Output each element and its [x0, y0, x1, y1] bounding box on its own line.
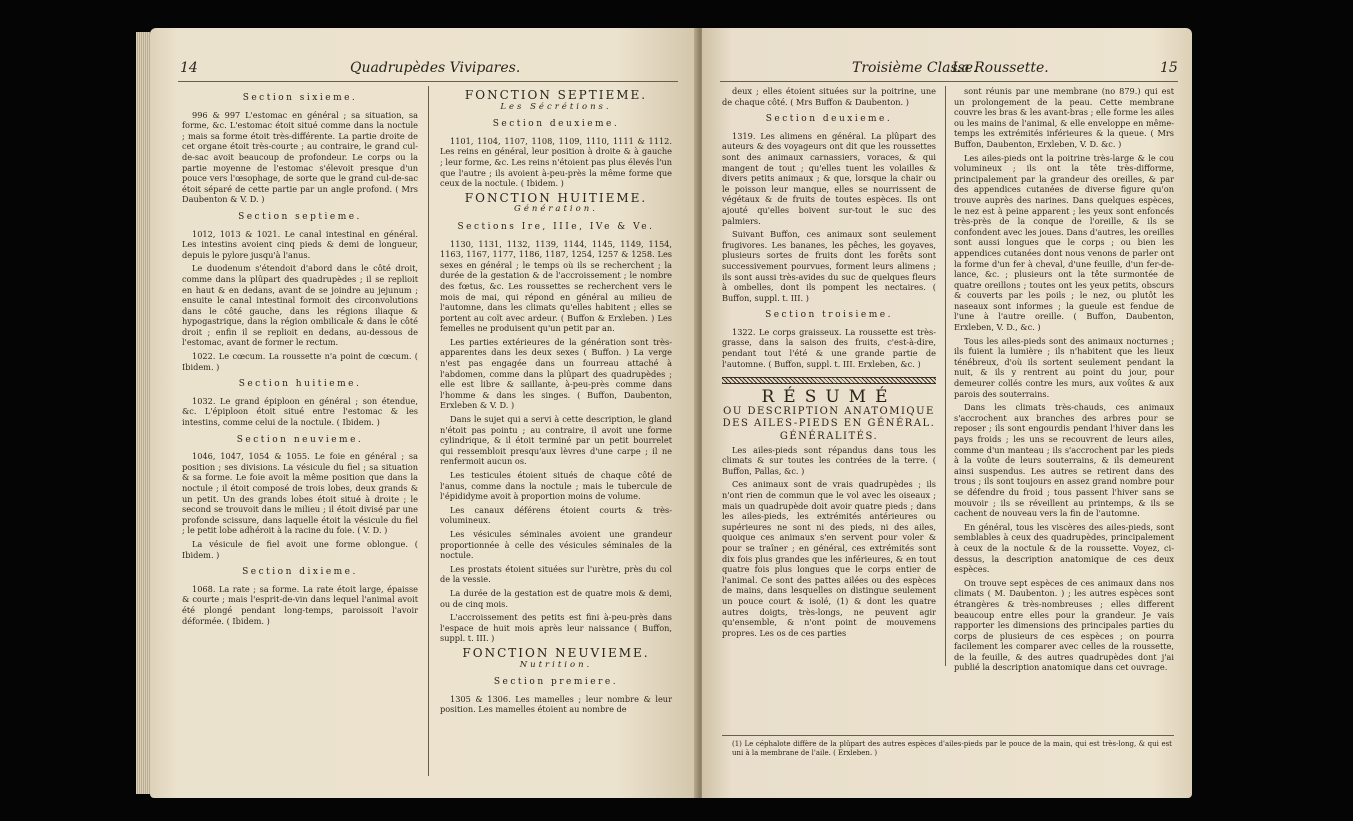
- left-page: [150, 28, 698, 798]
- left-column-1: [182, 86, 418, 629]
- paragraph: sont réunis par une membrane (no 879.) qui est un prolongement de la peau. Cette membrane couvre les bras & les avant-bras ; elle forme les ailes ou les mains de l'animal, & elle enveloppe en même-temps les extrémités inférieures & la queue. ( Mrs Buffon, Daubenton, Erxleben, V. D. &c. ): [954, 86, 1175, 149]
- section-heading: Section premiere.: [493, 677, 619, 688]
- paragraph: 1101, 1104, 1107, 1108, 1109, 1110, 1111 & 1112. Les reins en général, leur position à droite & à gauche ; leur forme, &c. Les reins n'étoient pas plus élevés l'un que l'autre ; ils avoient à-peu-près la même forme que ceux de la noctule. ( Ibidem. ): [440, 135, 673, 189]
- right-running-head-center: Troisième Classe.: [852, 60, 978, 76]
- paragraph: L'accroissement des petits est fini à-peu-près dans l'espace de huit mois après leur naissance ( Buffon, suppl. t. III. ): [440, 612, 672, 644]
- section-heading: Section neuvieme.: [236, 434, 364, 445]
- right-column-2: [954, 86, 1174, 676]
- paragraph: Tous les ailes-pieds sont des animaux nocturnes ; ils fuient la lumière ; ils n'habitent que les lieux ténébreux, d'où ils sortent seulement pendant la nuit, & ils y rentrent au point du jour, pour demeurer collés contre les murs, aux voûtes & aux parois des souterrains.: [954, 335, 1174, 399]
- section-heading: Section dixieme.: [242, 567, 358, 578]
- headline: GÉNÉRALITÉS.: [779, 431, 879, 443]
- paragraph: En général, tous les viscères des ailes-pieds, sont semblables à ceux des quadrupèdes, principalement à ceux de la noctule & de la roussette. Voyez, ci-dessus, la description anatomique de ces deux espèces.: [954, 521, 1174, 575]
- right-running-head-right: La Roussette.: [952, 60, 1049, 76]
- paragraph: deux ; elles étoient situées sur la poitrine, une de chaque côté. ( Mrs Buffon & Daubenton. ): [722, 86, 936, 107]
- paragraph: 1068. La rate ; sa forme. La rate étoit large, épaisse & courte ; mais l'esprit-de-vin dans lequel l'animal avoit été plongé pendant long-temps, paroissoit l'avoir déformée. ( Ibidem. ): [182, 583, 418, 626]
- right-page: [702, 28, 1192, 798]
- function-subtitle: Génération.: [514, 204, 598, 215]
- page-edges: [136, 32, 150, 794]
- paragraph: Ces animaux sont de vrais quadrupèdes ; ils n'ont rien de commun que le vol avec les oiseaux ; mais un quadrupède doit avoir quatre pieds ; dans les ailes-pieds, les extrémités antérieures ou supérieures ne sont ni des pieds, ni des ailes, quoique ces animaux s'en servent pour voler & pour se traîner ; en général, ces extrémités sont dix fois plus grandes que les inférieures, & en tout quatre fois plus longues que le corps entier de l'animal. Ce sont des pattes ailées ou des espèces de mains, dans lesquelles on distingue seulement un pouce court & isolé, (1) & dont les quatre autres doigts, très-longs, ne peuvent agir qu'ensemble, & n'ont point de mouvemens propres. Les os de ces parties: [722, 479, 936, 638]
- headline: OU DESCRIPTION ANATOMIQUE: [723, 405, 935, 417]
- paragraph: 1012, 1013 & 1021. Le canal intestinal en général. Les intestins avoient cinq pieds & demi de longueur, depuis le pylore jusqu'à l'anus.: [182, 228, 418, 260]
- right-column-1: [722, 86, 936, 641]
- paragraph: Les ailes-pieds sont répandus dans tous les climats & sur toutes les contrées de la terre. ( Buffon, Pallas, &c. ): [722, 444, 936, 476]
- function-subtitle: Les Sécrétions.: [500, 101, 612, 112]
- footnote-rule: [722, 735, 1174, 736]
- left-head-rule: [178, 81, 678, 82]
- paragraph: 1032. Le grand épiploon en général ; son étendue, &c. L'épiploon étoit situé entre l'estomac & les intestins, comme celui de la noctule. ( Ibidem. ): [182, 395, 418, 428]
- open-book: [150, 28, 1190, 798]
- left-column-divider: [428, 86, 429, 776]
- paragraph: Dans le sujet qui a servi à cette description, le gland n'étoit pas pointu ; au contraire, il avoit une forme cylindrique, & il étoit terminé par un petit bourrelet qui ressembloit presqu'aux lèvres d'une carpe ; il ne renfermoit aucun os.: [440, 414, 672, 467]
- paragraph: La vésicule de fiel avoit une forme oblongue. ( Ibidem. ): [182, 538, 418, 560]
- paragraph: Le duodenum s'étendoit d'abord dans le côté droit, comme dans la plûpart des quadrupèdes ; il se replioit en haut & en dedans, avant de se joindre au jejunum ; ensuite le canal intestinal formoit des circonvolutions dans le côté gauche, dans les régions iliaque & hypogastrique, dans la région ombilicale & dans le côté droit ; enfin il se replioit en dedans, au-dessous de l'estomac, avant de former le rectum.: [182, 263, 418, 348]
- paragraph: Les testicules étoient situés de chaque côté de l'anus, comme dans la noctule ; mais le tubercule de l'épididyme avoit à proportion moins de volume.: [440, 470, 672, 502]
- paragraph: Suivant Buffon, ces animaux sont seulement frugivores. Les bananes, les pêches, les goyaves, plusieurs sortes de fruits dont les forêts sont successivement pourvues, forment leurs alimens ; ils sont aussi très-avides du suc de quelques fleurs à ombelles, dont ils pompent les nectaires. ( Buffon, suppl. t. III. ): [722, 229, 936, 303]
- section-heading: Sections Ire, IIIe, IVe & Ve.: [457, 221, 655, 232]
- paragraph: 1022. Le cœcum. La roussette n'a point de cœcum. ( Ibidem. ): [182, 351, 418, 372]
- headline: DES AILES-PIEDS EN GÉNÉRAL.: [722, 418, 936, 430]
- function-heading: FONCTION SEPTIEME.: [464, 88, 648, 102]
- right-head-rule: [720, 81, 1178, 82]
- paragraph: Les canaux déférens étoient courts & très-volumineux.: [440, 504, 672, 526]
- paragraph: Les vésicules séminales avoient une grandeur proportionnée à celle des vésicules séminales de la noctule.: [440, 528, 672, 561]
- paragraph: Les parties extérieures de la génération sont très-apparentes dans les deux sexes ( Buffon. ) La verge n'est pas engagée dans un fourreau attaché à l'abdomen, comme dans la plûpart des quadrupèdes ; elle est libre & saillante, à-peu-près comme dans l'homme & dans les singes. ( Buffon, Daubenton, Erxleben & V. D. ): [440, 336, 672, 411]
- paragraph: On trouve sept espèces de ces animaux dans nos climats ( M. Daubenton. ) ; les autres espèces sont étrangères & très-nombreuses ; elles different beaucoup entre elles pour la grandeur. Je vais rapporter les dimensions des principales parties du corps de plusieurs de ces espèces ; on pourra facilement les comparer avec celles de la roussette, de la feuille, & des autres quadrupèdes dont j'ai publié la description anatomique dans cet ouvrage.: [954, 577, 1174, 673]
- left-column-2: [440, 86, 672, 718]
- left-running-head: Quadrupèdes Vivipares.: [350, 60, 521, 76]
- paragraph: La durée de la gestation est de quatre mois & demi, ou de cinq mois.: [440, 587, 672, 609]
- section-heading: Section huitieme.: [238, 379, 362, 390]
- resume-title: RÉSUMÉ: [761, 387, 897, 408]
- left-page-number: 14: [180, 60, 198, 76]
- ornament-divider: [722, 377, 936, 384]
- footnote: (1) Le céphalote diffère de la plûpart des autres espèces d'ailes-pieds par le pouce de la main, qui est très-long, & qui est uni à la membrane de l'aile. ( Erxleben. ): [732, 740, 1172, 757]
- right-page-number: 15: [1160, 60, 1178, 76]
- paragraph: 1130, 1131, 1132, 1139, 1144, 1145, 1149, 1154, 1163, 1167, 1177, 1186, 1187, 1254, 1257 & 1258. Les sexes en général ; le temps où ils se recherchent ; la durée de la gestation & de l'accroissement ; le nombre des fœtus, &c. Les roussettes se recherchent vers le mois de mai, qui répond en général au milieu de l'automne, dans les climats qu'elles habitent ; elles se portent au coït avec ardeur. ( Buffon & Erxleben. ) Les femelles ne produisent qu'un petit par an.: [440, 238, 672, 334]
- function-heading: FONCTION HUITIEME.: [464, 190, 648, 205]
- paragraph: Les prostats étoient situées sur l'urètre, près du col de la vessie.: [440, 563, 672, 585]
- paragraph: 1322. Le corps graisseux. La roussette est très-grasse, dans la saison des fruits, c'est-à-dire, pendant tout l'été & une grande partie de l'automne. ( Buffon, suppl. t. III. Erxleben, &c. ): [722, 326, 936, 369]
- paragraph: 1046, 1047, 1054 & 1055. Le foie en général ; sa position ; ses divisions. La vésicule du fiel ; sa situation & sa forme. Le foie avoit la même position que dans la noctule ; il étoit composé de trois lobes, deux grands & un petit. Un des grands lobes étoit situé à droite ; le second se trouvoit dans le milieu ; il étoit divisé par une profonde scissure, dans laquelle étoit la vésicule du fiel ; le petit lobe adhéroit à la racine du foie. ( V. D. ): [182, 451, 418, 536]
- function-subtitle: Nutrition.: [519, 659, 593, 670]
- section-heading: Section deuxieme.: [765, 114, 893, 125]
- paragraph: Les ailes-pieds ont la poitrine très-large & le cou volumineux ; ils ont la tête très-difforme, principalement par la grandeur des oreilles, & par des appendices cutanées de diverse figure qu'on trouve auprès des narines. Dans quelques espèces, le nez est à peine apparent ; les yeux sont enfoncés très-près de la conque de l'oreille, & ils se confondent avec les joues. Dans d'autres, les oreilles sont aussi longues que le corps ; ou bien les appendices cutanées dont nous venons de parler ont la forme d'un fer à cheval, d'une feuille, d'un fer-de-lance, &c. ; plusieurs ont la tête surmontée de quatre oreillons ; toutes ont les yeux petits, obscurs & couverts par les poils ; le nez, ou plutôt les naseaux sont informes ; la gueule est fendue de l'une à l'autre oreille. ( Buffon, Daubenton, Erxleben, V. D., &c. ): [954, 152, 1174, 333]
- section-heading: Section sixieme.: [242, 93, 358, 103]
- section-heading: Section septieme.: [238, 211, 362, 222]
- section-heading: Section deuxieme.: [492, 119, 620, 130]
- paragraph: Dans les climats très-chauds, ces animaux s'accrochent aux branches des arbres pour se reposer ; ils sont engourdis pendant l'hiver dans les pays froids ; les uns se recouvrent de leurs ailes, comme d'un manteau ; ils s'accrochent par les pieds à la voûte de leurs souterrains, & ils demeurent ainsi suspendus. Les autres se retirent dans des trous ; ils sont toujours en assez grand nombre pour se défendre du froid ; tous passent l'hiver sans se mouvoir ; ils se réveillent au printemps, & ils se cachent de nouveau vers la fin de l'automne.: [954, 402, 1174, 519]
- right-column-divider: [945, 86, 946, 666]
- section-heading: Section troisieme.: [765, 310, 893, 321]
- function-heading: FONCTION NEUVIEME.: [462, 645, 650, 660]
- paragraph: 1319. Les alimens en général. La plûpart des auteurs & des voyageurs ont dit que les roussettes sont des animaux carnassiers, voraces, & qui mangent de tout ; qu'elles tuent les volailles & divers petits animaux ; & que, lorsque la chair ou le poisson leur manque, elles se nourrissent de végétaux & de fruits de toutes espèces. Ils ont ajouté qu'elles boivent sur-tout le suc des palmiers.: [722, 130, 936, 226]
- paragraph: 996 & 997 L'estomac en général ; sa situation, sa forme, &c. L'estomac étoit situé comme dans la noctule ; mais sa forme étoit très-différente. La partie droite de cet organe étoit très-courte ; au contraire, le grand cul-de-sac avoit beaucoup de profondeur. Le corps ou la partie moyenne de l'estomac s'élevoit presque d'un pouce vers l'œsophage, de sorte que le grand cul-de-sac étoit séparé de cette partie par un angle profond. ( Mrs Daubenton & V. D. ): [182, 109, 418, 205]
- paragraph: 1305 & 1306. Les mamelles ; leur nombre & leur position. Les mamelles étoient au nombre de: [440, 693, 672, 715]
